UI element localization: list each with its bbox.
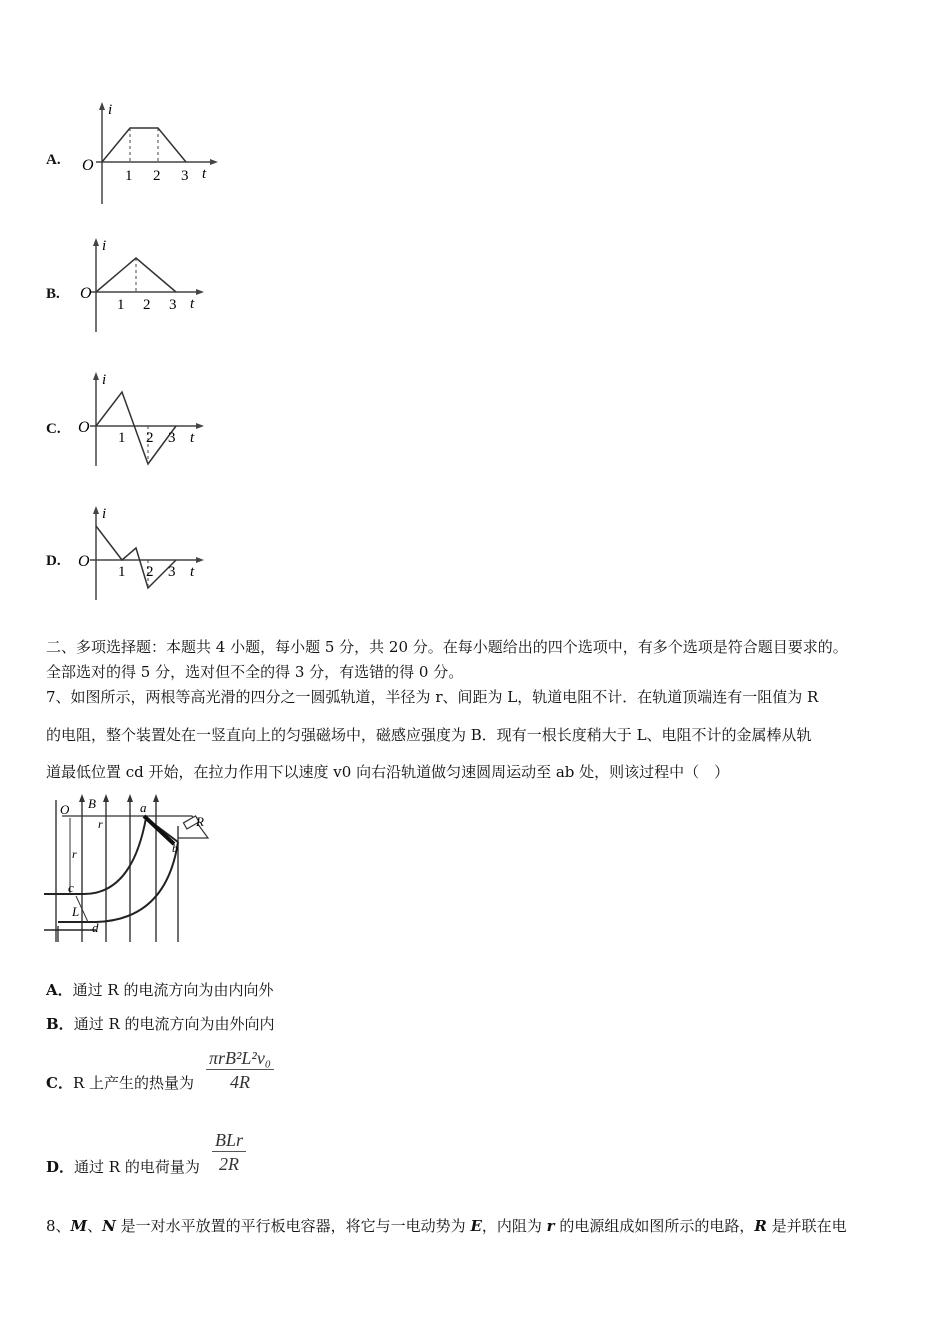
q7-figure	[44, 790, 220, 946]
fig-label-O: O	[60, 802, 70, 817]
q7-option-a	[46, 980, 273, 1000]
option-a-label: A.	[46, 152, 61, 168]
fraction-denominator: 4R	[230, 1072, 251, 1092]
axis-i-label: i	[102, 238, 107, 254]
fig-label-r-top: r	[98, 817, 103, 831]
section2-line2: 全部选对的得 5 分，选对但不全的得 3 分，有选错的得 0 分。	[46, 663, 464, 681]
origin-label: O	[80, 285, 92, 302]
tick-2: 2	[143, 297, 151, 313]
q7-line2: 的电阻，整个装置处在一竖直向上的匀强磁场中，磁感应强度为 B．现有一根长度稍大于 L、电阻不计的金属棒从轨	[46, 726, 812, 744]
section2-line1: 二、多项选择题：本题共 4 小题，每小题 5 分，共 20 分。在每小题给出的四个选项中，有多个选项是符合题目要求的。	[46, 638, 848, 656]
option-c-label: C.	[46, 421, 61, 437]
q7-option-d-text: 通过 R 的电荷量为	[74, 1158, 200, 1176]
fig-label-d: d	[92, 920, 99, 935]
fig-label-b: b	[172, 841, 178, 855]
origin-label: O	[78, 553, 90, 570]
tick-3: 3	[181, 168, 189, 184]
q8-var-r: r	[546, 1217, 555, 1235]
fig-label-c: c	[68, 880, 74, 895]
q8-var-R: R	[754, 1217, 767, 1235]
q7-option-a-text: 通过 R 的电流方向为由内向外	[72, 981, 274, 999]
q7-option-d-label: D．	[46, 1158, 75, 1176]
graph-d	[76, 504, 226, 604]
tick-1: 1	[118, 430, 126, 446]
tick-2: 2	[146, 564, 154, 580]
q7-line1: 7、如图所示，两根等高光滑的四分之一圆弧轨道，半径为 r、间距为 L，轨道电阻不计．在轨道顶端连有一阻值为 R	[46, 688, 819, 706]
q8-var-E: E	[470, 1217, 482, 1235]
tick-2: 2	[153, 168, 161, 184]
fig-label-a: a	[140, 800, 147, 815]
option-b-label: B.	[46, 286, 60, 302]
q7-option-c-text: R 上产生的热量为	[72, 1074, 195, 1092]
q7-option-b	[46, 1014, 275, 1034]
axis-t-label: t	[202, 166, 207, 182]
q8-var-N: N	[102, 1217, 116, 1235]
tick-3: 3	[168, 430, 176, 446]
tick-1: 1	[125, 168, 133, 184]
q7-option-b-text: 通过 R 的电流方向为由外向内	[73, 1015, 275, 1033]
fig-label-B: B	[88, 796, 96, 811]
q7-option-a-label: A．	[46, 981, 73, 999]
axis-i-label: i	[108, 102, 113, 118]
fig-label-L: L	[72, 904, 80, 919]
graph-b	[76, 236, 226, 336]
axis-t-label: t	[190, 430, 195, 446]
tick-1: 1	[118, 564, 126, 580]
axis-t-label: t	[190, 564, 195, 580]
q7-option-d-fraction	[212, 1130, 246, 1175]
q7-option-d	[46, 1157, 200, 1177]
q7-option-c	[46, 1073, 194, 1093]
fraction-denominator: 2R	[219, 1154, 239, 1174]
tick-3: 3	[169, 297, 177, 313]
q7-line3: 道最低位置 cd 开始，在拉力作用下以速度 v0 向右沿轨道做匀速圆周运动至 ab 处，则该过程中（ ）	[46, 763, 730, 781]
q8-line1: 8、M、N 是一对水平放置的平行板电容器，将它与一电动势为 E，内阻为 r 的电源组成如图所示的电路，R 是并联在电	[46, 1217, 847, 1235]
origin-label: O	[78, 419, 90, 436]
tick-3: 3	[168, 564, 176, 580]
q7-option-c-label: C．	[46, 1074, 73, 1092]
axis-i-label: i	[102, 372, 107, 388]
fig-label-R: R	[196, 814, 204, 829]
q7-option-c-fraction	[206, 1048, 274, 1093]
axis-t-label: t	[190, 296, 195, 312]
option-d-label: D.	[46, 553, 61, 569]
tick-2: 2	[146, 430, 154, 446]
q7-option-b-label: B．	[46, 1015, 74, 1033]
axis-i-label: i	[102, 506, 107, 522]
origin-label: O	[82, 157, 94, 174]
graph-a	[76, 100, 226, 210]
fraction-numerator: πrB²L²v₀	[206, 1048, 274, 1070]
fig-label-r-left: r	[72, 847, 77, 861]
tick-1: 1	[117, 297, 125, 313]
fraction-numerator: BLr	[212, 1130, 246, 1152]
graph-c	[76, 370, 226, 470]
q8-var-M: M	[70, 1217, 88, 1235]
